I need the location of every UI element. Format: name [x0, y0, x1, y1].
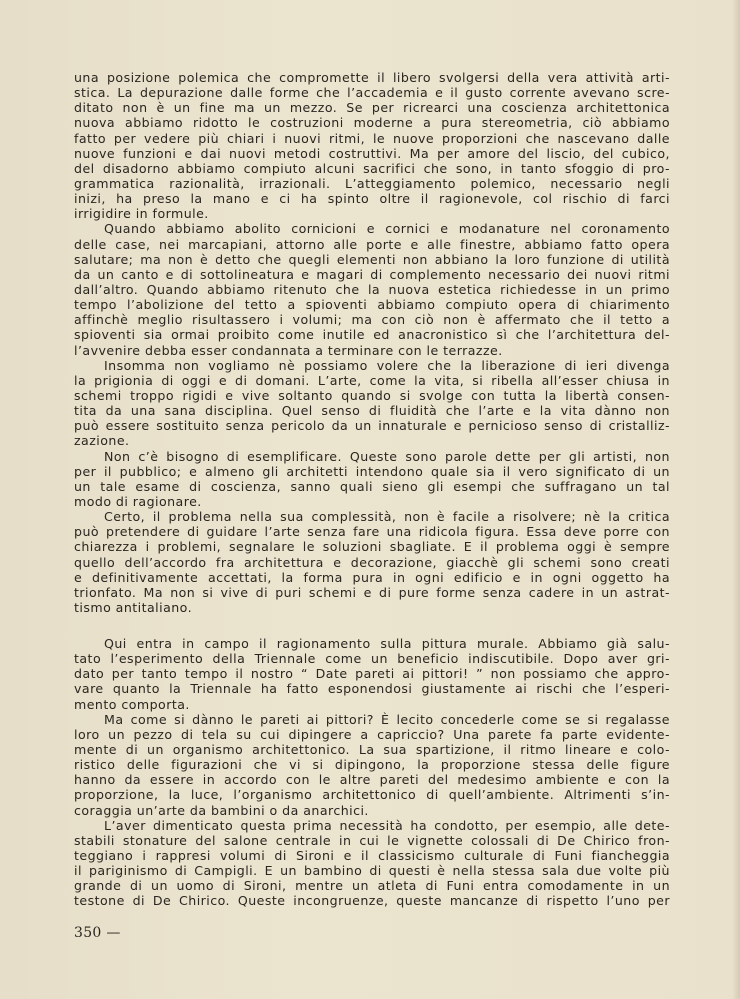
text-line: il pariginismo di Campigli. E un bambino di questi è nella stessa sala due volte più: [74, 863, 670, 879]
text-line: trionfato. Ma non si vive di puri schemi e di pure forme senza cadere in un astrat-: [74, 584, 670, 600]
body-text: [74, 70, 670, 909]
text-line: nuove funzioni e dai nuovi metodi costruttivi. Ma per amore del liscio, del cubico,: [74, 145, 670, 161]
text-line: schemi troppo rigidi e vive soltanto quando si svolge con tutta la libertà consen-: [74, 387, 670, 403]
text-line: chiarezza i problemi, segnalare le soluzioni sbagliate. E il problema oggi è sempre: [74, 539, 670, 555]
text-line: proporzione, la luce, l’organismo architettonico di quell’ambiente. Altrimenti s’in-: [74, 787, 670, 803]
text-line: una posizione polemica che compromette il libero svolgersi della vera attività arti-: [74, 70, 670, 85]
text-line: delle case, nei marcapiani, attorno alle porte e alle finestre, abbiamo fatto opera: [74, 236, 670, 252]
text-line: inizi, ha preso la mano e ci ha spinto oltre il ragionevole, col rischio di farci: [74, 191, 670, 207]
text-line: un tale esame di coscienza, sanno quali sieno gli esempi che suffragano un tal: [74, 478, 670, 494]
paragraph-first-line: Certo, il problema nella sua complessità, non è facile a risolvere; nè la critica: [104, 509, 670, 525]
text-line: mente di un organismo architettonico. La sua spartizione, il ritmo lineare e colo-: [74, 742, 670, 758]
paragraph-first-line: Ma come si dànno le pareti ai pittori? È lecito concederle come se si regalasse: [104, 711, 670, 727]
text-line: può essere sostituito senza pericolo da un innaturale e pernicioso senso di cristalliz-: [74, 418, 670, 434]
text-line: del disadorno abbiamo compiuto alcuni sacrifici che sono, in tanto sfoggio di pro-: [74, 160, 670, 176]
text-line: da un canto e di sottolineatura e magari di complemento necessario dei nuovi ritmi: [74, 266, 670, 282]
text-line: stabili stonature del salone centrale in cui le vignette colossali di De Chirico fron-: [74, 832, 670, 848]
text-line: tato l’esperimento della Triennale come un beneficio indiscutibile. Dopo aver gri-: [74, 651, 670, 667]
text-line: la prigionia di oggi e di domani. L’arte, come la vita, si ribella all’esser chiusa in: [74, 372, 670, 388]
text-line: e definitivamente accettati, la forma pura in ogni edificio e in ogni oggetto ha: [74, 569, 670, 585]
text-line: nuova abbiamo ridotto le costruzioni moderne a pura stereometria, ciò abbiamo: [74, 115, 670, 131]
text-line: stica. La depurazione dalle forme che l’accademia e il gusto corrente avevano scre-: [74, 85, 670, 101]
text-line: zazione.: [74, 433, 130, 449]
text-line: teggiano i rappresi volumi di Sironi e il classicismo culturale di Funi fiancheggia: [74, 848, 670, 864]
text-line: grande di un uomo di Sironi, mentre un atleta di Funi entra comodamente in un: [74, 878, 670, 894]
text-line: tismo antitaliano.: [74, 599, 193, 615]
page-edge-shadow: [732, 0, 740, 999]
text-line: tempo l’abolizione del tetto a spioventi abbiamo compiuto opera di chiarimento: [74, 297, 670, 313]
text-line: l’avvenire debba esser condannata a terminare con le terrazze.: [74, 342, 503, 358]
text-line: loro un pezzo di tela su cui dipingere a capriccio? Una parete fa parte evidente-: [74, 726, 670, 742]
text-line: modo di ragionare.: [74, 493, 202, 509]
text-line: dall’altro. Quando abbiamo ritenuto che la nuova estetica richiedesse in un primo: [74, 281, 670, 297]
text-line: vare quanto la Triennale ha fatto esponendosi giustamente ai rischi che l’esperi-: [74, 681, 670, 697]
paragraph-first-line: Quando abbiamo abolito cornicioni e cornici e modanature nel coronamento: [104, 221, 670, 237]
text-line: grammatica razionalità, irrazionali. L’atteggiamento polemico, necessario negli: [74, 175, 670, 191]
text-line: affinchè meglio risultassero i volumi; ma con ciò non è affermato che il tetto a: [74, 312, 670, 328]
text-line: fatto per vedere più chiari i nuovi ritmi, le nuove proporzioni che nascevano dalle: [74, 130, 670, 146]
text-line: quello dell’accordo fra architettura e decorazione, giacchè gli schemi sono creati: [74, 554, 670, 570]
text-line: hanno da essere in accordo con le altre pareti del medesimo ambiente e con la: [74, 772, 670, 788]
section-break: [74, 615, 670, 636]
text-line: salutare; ma non è detto che quegli elementi non abbiano la loro funzione di utilità: [74, 251, 670, 267]
page-number: 350 —: [74, 925, 121, 941]
paragraph-first-line: Non c’è bisogno di esemplificare. Queste sono parole dette per gli artisti, non: [104, 448, 670, 464]
paragraph-first-line: Insomma non vogliamo nè possiamo volere che la liberazione di ieri divenga: [104, 357, 670, 373]
text-line: testone di De Chirico. Queste incongruenze, queste mancanze di rispetto l’uno per: [74, 893, 670, 909]
text-line: coraggia un’arte da bambini o da anarchici.: [74, 802, 369, 818]
text-line: per il pubblico; e almeno gli architetti intendono quale sia il vero significato di un: [74, 463, 670, 479]
text-line: irrigidire in formule.: [74, 206, 209, 222]
text-line: dato per tanto tempo il nostro “ Date pareti ai pittori! ” non possiamo che appro-: [74, 666, 670, 682]
text-line: può pretendere di guidare l’arte senza fare una ridicola figura. Essa deve porre con: [74, 524, 670, 540]
text-line: spioventi sia ormai proibito come inutile ed anacronistico sì che l’architettura del-: [74, 327, 670, 343]
text-line: mento comporta.: [74, 696, 190, 712]
text-line: ristico delle figurazioni che vi si dipingono, la proporzione stessa delle figure: [74, 757, 670, 773]
paragraph-first-line: Qui entra in campo il ragionamento sulla pittura murale. Abbiamo già salu-: [104, 636, 670, 652]
text-line: ditato non è un fine ma un mezzo. Se per ricrearci una coscienza architettonica: [74, 100, 670, 116]
paragraph-first-line: L’aver dimenticato questa prima necessità ha condotto, per esempio, alle dete-: [104, 817, 670, 833]
text-line: tita da una sana disciplina. Quel senso di fluidità che l’arte e la vita dànno non: [74, 403, 670, 419]
